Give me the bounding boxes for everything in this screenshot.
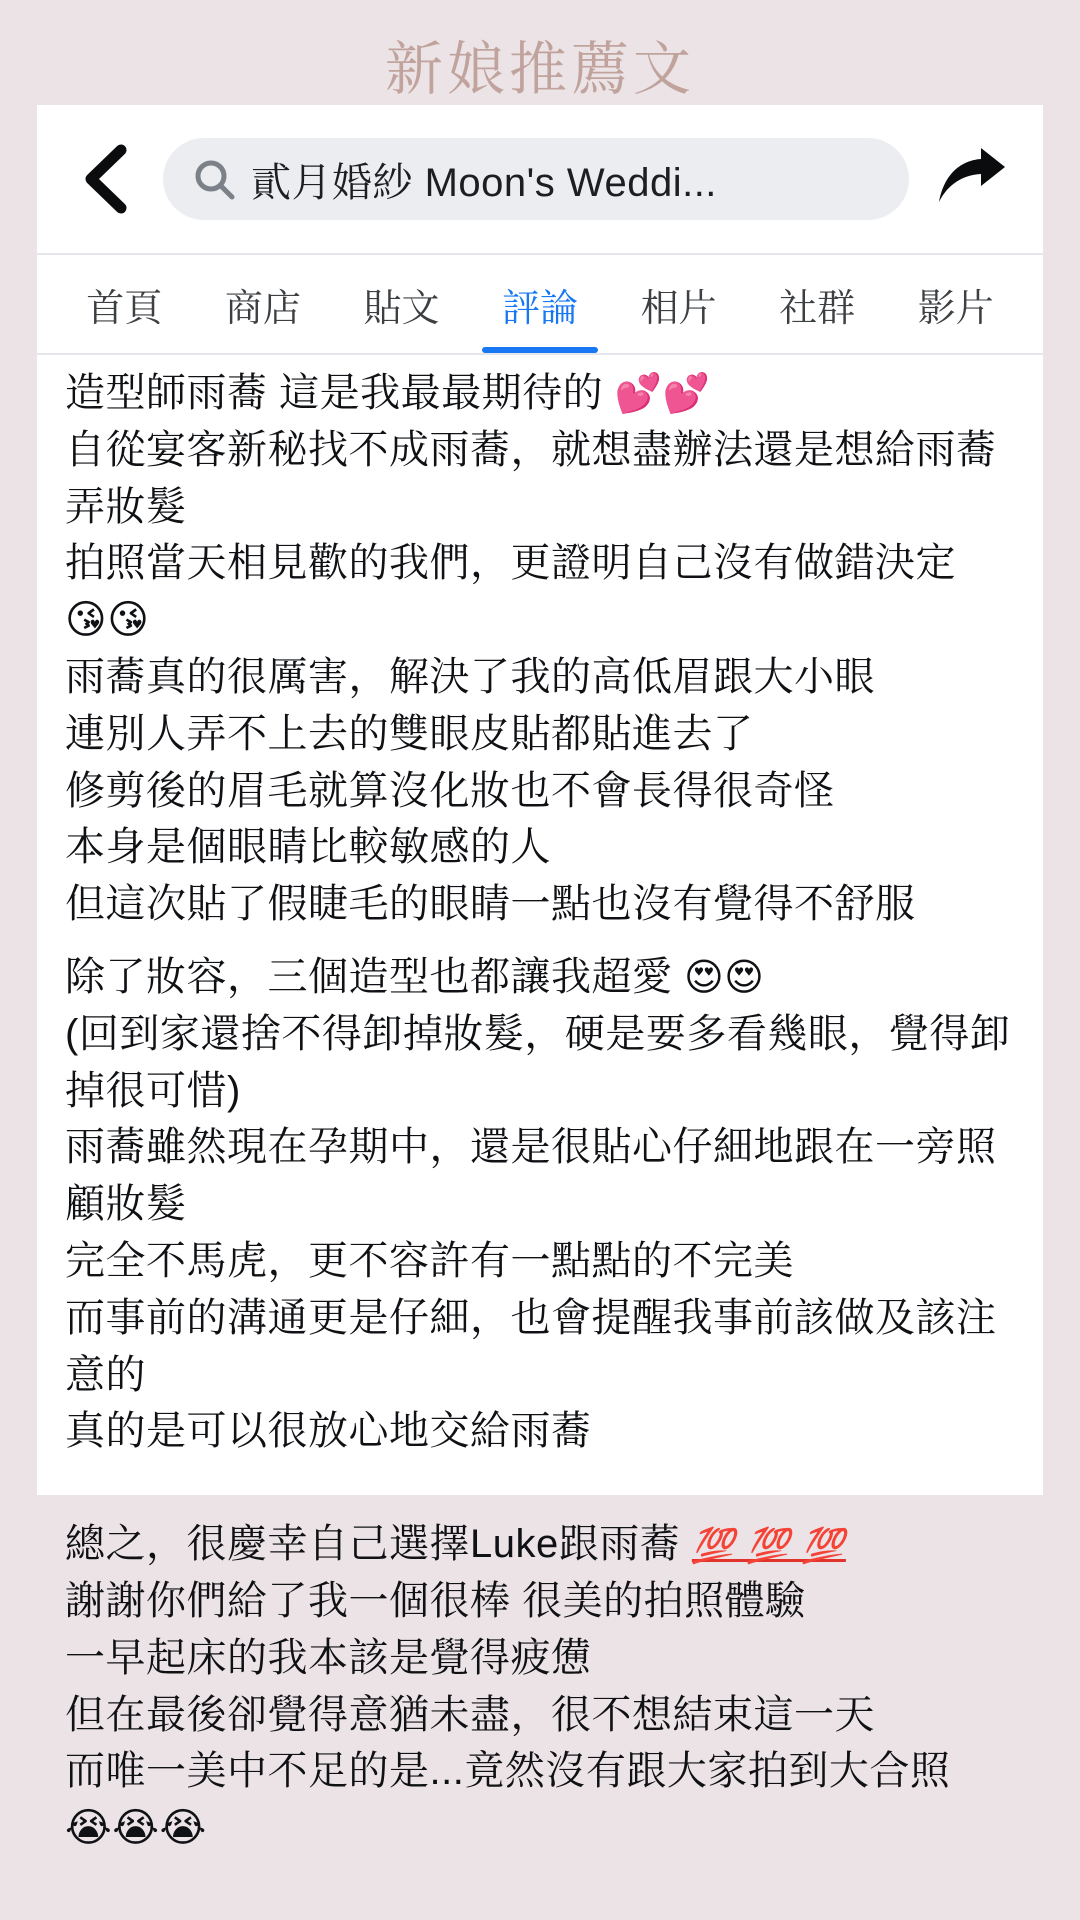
page-tabs[interactable] — [37, 255, 1043, 355]
blank-line — [65, 1460, 1015, 1516]
review-line: 本身是個眼睛比較敏感的人 — [65, 825, 551, 870]
review-line: 但在最後卻覺得意猶未盡，很不想結束這一天 — [65, 1692, 875, 1737]
search-icon — [191, 156, 237, 202]
search-input-value: 貳月婚紗 Moon's Weddi... — [251, 160, 717, 205]
paragraph-gap — [65, 933, 1015, 949]
chevron-left-icon — [77, 144, 131, 214]
review-line: 而唯一美中不足的是...竟然沒有跟大家拍到大合照 — [65, 1749, 951, 1794]
search-input[interactable] — [163, 138, 909, 220]
review-line: 雨蕎雖然現在孕期中，還是很貼心仔細地跟在一旁照顧妝髮 — [65, 1125, 997, 1227]
tab-videos[interactable] — [886, 255, 1025, 353]
tab-label: 評論 — [502, 287, 579, 330]
review-line: 一早起床的我本該是覺得疲憊 — [65, 1635, 592, 1680]
tab-shop[interactable] — [194, 255, 333, 353]
kiss-emoji-line: 😘😘 — [65, 597, 150, 644]
review-line: 而事前的溝通更是仔細，也會提醒我事前該做及該注意的 — [65, 1295, 997, 1397]
tab-photos[interactable] — [609, 255, 748, 353]
review-line: 但這次貼了假睫毛的眼睛一點也沒有覺得不舒服 — [65, 882, 916, 927]
page-title: 新娘推薦文 — [384, 37, 695, 102]
review-line-text: 除了妝容，三個造型也都讓我超愛 — [65, 954, 685, 999]
review-line: 完全不馬虎，更不容許有一點點的不完美 — [65, 1238, 794, 1283]
tab-label: 商店 — [224, 287, 301, 330]
tab-label: 貼文 — [363, 287, 440, 330]
review-line-text: 造型師雨蕎 這是我最最期待的 — [65, 371, 615, 415]
tab-label: 影片 — [917, 287, 994, 330]
review-line: 真的是可以很放心地交給雨蕎 — [65, 1409, 592, 1454]
tab-community[interactable] — [748, 255, 887, 353]
tab-reviews[interactable] — [471, 255, 610, 353]
share-button[interactable] — [935, 142, 1009, 216]
tab-label: 相片 — [640, 287, 717, 330]
two-hearts-emoji: 💕💕 — [614, 371, 711, 415]
phone-screenshot-frame — [37, 105, 1043, 1852]
hundred-points-emoji: 💯 💯 💯 — [691, 1528, 846, 1566]
review-line: 連別人弄不上去的雙眼皮貼都貼進去了 — [65, 711, 754, 756]
review-line: 修剪後的眉毛就算沒化妝也不會長得很奇怪 — [65, 768, 835, 813]
review-line-text: 總之，很慶幸自己選擇Luke跟雨蕎 — [65, 1522, 692, 1567]
review-line: (回到家還捨不得卸掉妝髮，硬是要多看幾眼，覺得卸掉很可惜) — [65, 1011, 1011, 1113]
sob-emoji-line: 😭😭😭 — [65, 1805, 207, 1852]
tab-home[interactable] — [55, 255, 194, 353]
review-line: 自從宴客新秘找不成雨蕎，就想盡辦法還是想給雨蕎弄妝髮 — [65, 427, 997, 529]
share-arrow-icon — [935, 146, 1009, 213]
review-line: 謝謝你們給了我一個很棒 很美的拍照體驗 — [65, 1578, 806, 1623]
review-line — [65, 949, 1015, 1006]
review-text-body — [37, 355, 1043, 1857]
review-line: 拍照當天相見歡的我們，更證明自己沒有做錯決定 — [65, 541, 956, 586]
tab-label: 社群 — [779, 287, 856, 330]
tab-posts[interactable] — [332, 255, 471, 353]
back-button[interactable] — [71, 146, 137, 212]
app-top-bar — [37, 105, 1043, 255]
tab-label: 首頁 — [86, 287, 163, 330]
review-line — [65, 365, 1015, 422]
heart-eyes-emoji: 😍😍 — [684, 954, 765, 999]
review-line — [65, 1516, 1015, 1573]
review-line: 雨蕎真的很厲害，解決了我的高低眉跟大小眼 — [65, 654, 875, 699]
